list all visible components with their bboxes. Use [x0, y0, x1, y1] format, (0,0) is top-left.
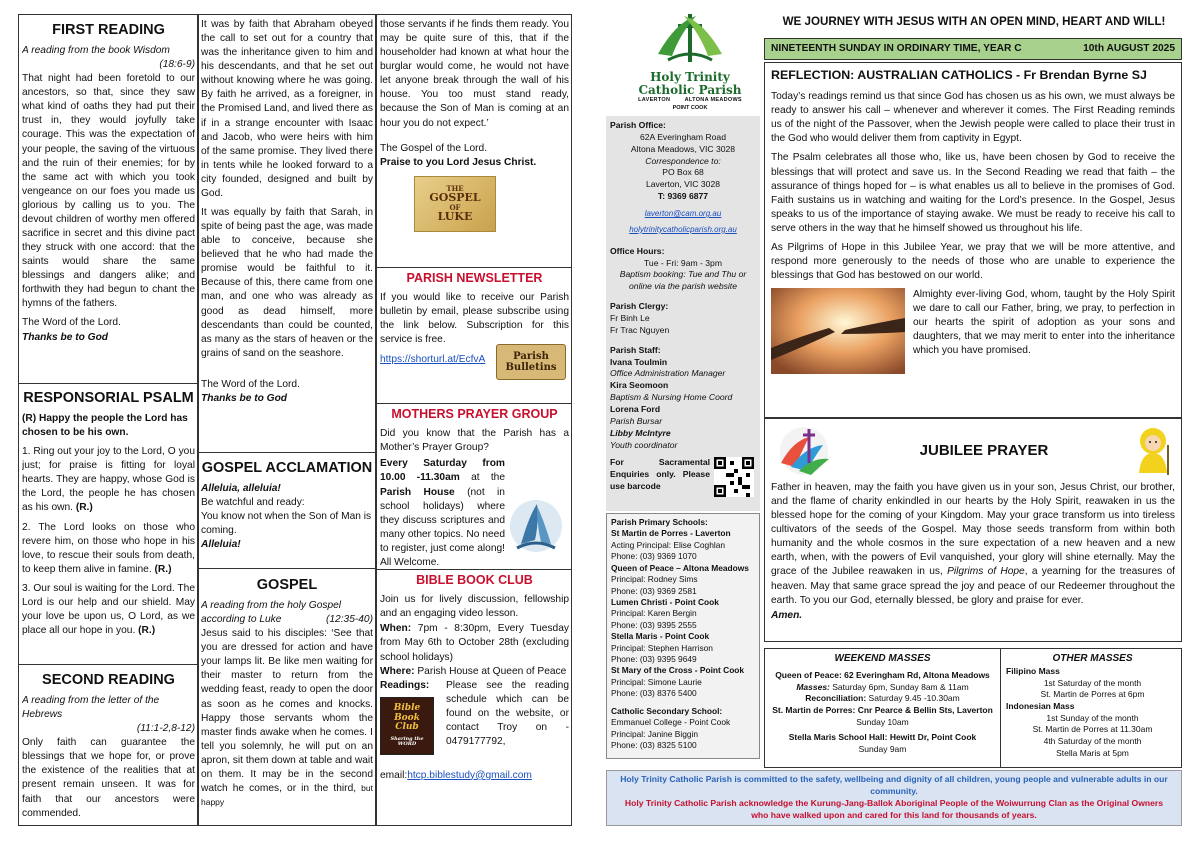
parish-logo: [630, 8, 750, 112]
first-reading-close: The Word of the Lord.: [22, 317, 121, 329]
office-email-link[interactable]: laverton@cam.org.au: [644, 209, 722, 219]
mothers-prayer-section: [380, 406, 569, 566]
acclamation-line-1: Be watchful and ready:: [201, 497, 305, 509]
gospel-text: [201, 627, 373, 810]
bible-club-readings: [380, 679, 569, 763]
filipino-label: Filipino Mass: [1006, 665, 1060, 676]
reconciliation-label: Reconciliation:: [805, 693, 867, 704]
psalm-r: (R.): [75, 502, 93, 514]
gospel-close: The Gospel of the Lord.: [380, 142, 488, 154]
school-principal: Principal: Simone Laurie: [611, 676, 702, 687]
qop-masses-label: Masses:: [796, 681, 830, 692]
bulletins-word-1: Parish: [513, 351, 549, 362]
divider: [376, 403, 572, 404]
staff-role: Parish Bursar: [610, 415, 663, 426]
bible-book-club-image: [380, 697, 434, 755]
staff-name: Kira Seomoon: [610, 380, 669, 391]
qr-code-icon[interactable]: [714, 457, 754, 497]
school-phone: Phone: (03) 8376 5400: [611, 688, 697, 699]
reflection-title: REFLECTION: AUSTRALIAN CATHOLICS - Fr Brendan Byrne SJ: [771, 68, 1147, 82]
psalm-title: RESPONSORIAL PSALM: [23, 390, 194, 406]
school-name: St Mary of the Cross - Point Cook: [611, 665, 745, 676]
school-principal: Principal: Stephen Harrison: [611, 642, 713, 653]
staff-label: Parish Staff:: [610, 344, 661, 355]
second-reading-response: Thanks be to God: [201, 392, 288, 404]
parish-motto: WE JOURNEY WITH JESUS WITH AN OPEN MIND, HEART AND WILL!: [782, 15, 1166, 28]
divider: [18, 664, 198, 665]
bible-email-link[interactable]: htcp.biblestudy@gmail.com: [407, 769, 532, 781]
psalm-verse-1-text: 1. Ring out your joy to the Lord, O you just; for praise is fitting for loyal hearts. They are happy, whose God is the Lord, the people he has chosen as his own.: [22, 446, 195, 514]
divider: [198, 568, 376, 569]
corr-address-2: Laverton, VIC 3028: [645, 179, 721, 190]
qop-address: Queen of Peace: 62 Everingham Rd, Altona Meadows: [775, 669, 990, 680]
first-reading-ref: (18:6-9): [159, 59, 195, 71]
newsletter-link[interactable]: https://shorturl.at/EcfvA: [380, 353, 486, 365]
divider: [18, 383, 198, 384]
school-principal: Principal: Rodney Sims: [611, 574, 698, 585]
website-link[interactable]: holytrinitycatholicparish.org.au: [629, 224, 737, 234]
trinity-logo-icon: [650, 8, 730, 66]
smdp-address: St. Martin de Porres: Cnr Pearce & Bellin Sts, Laverton: [772, 704, 993, 715]
pilgrim-mascot-icon: [1131, 423, 1175, 479]
hours-label: Office Hours:: [610, 245, 665, 256]
parish-bulletins-image: [496, 344, 566, 380]
corr-address-1: PO Box 68: [662, 167, 704, 178]
psalm-response: (R) Happy the people the Lord has chosen to be his own.: [22, 413, 188, 439]
stella-time: Sunday 9am: [858, 744, 907, 755]
newsletter-section: [380, 270, 569, 400]
gospel-continued: [380, 18, 569, 264]
school-principal: Acting Principal: Elise Coghlan: [611, 539, 726, 550]
mothers-at: at the: [471, 472, 505, 484]
office-address: [610, 132, 756, 236]
bible-club-email: [380, 769, 569, 783]
second-reading-text: Only faith can guarantee the blessings that we hope for, or prove the existence of the realities that at present remain unseen. It was for faith that our ancestors were commended.: [22, 737, 195, 819]
gospel-ref: (12:35-40): [325, 614, 373, 626]
jubilee-text: [771, 481, 1175, 608]
bible-badge-3: Sharing the WORD: [390, 735, 424, 747]
staff-name: Ivana Toulmin: [610, 356, 668, 367]
indonesian-line: St. Martin de Porres at 11.30am: [1032, 724, 1153, 735]
second-reading-ref: (11:1-2,8-12): [136, 723, 195, 735]
school-name: Stella Maris - Point Cook: [611, 631, 710, 642]
parish-info-sidebar: [606, 116, 760, 511]
reaching-hands-image: [771, 288, 905, 374]
secondary-phone: Phone: (03) 8325 5100: [611, 740, 697, 751]
school-name: St Martin de Porres - Laverton: [611, 528, 731, 539]
staff-name: Lorena Ford: [610, 404, 661, 415]
second-reading-source: A reading from the letter of the Hebrews: [22, 695, 160, 721]
psalm-verse-3: [22, 582, 195, 638]
psalm-verse-3-text: 3. Our soul is waiting for the Lord. The Lord is our help and our shield. May your love be upon us, O Lord, as we place all our hope in you.: [22, 582, 195, 637]
schools-box: [606, 513, 760, 759]
gospel-response: Praise to you Lord Jesus Christ.: [380, 156, 537, 168]
bible-badge-2: Club: [395, 722, 419, 733]
qop-reconciliation: [765, 693, 1000, 705]
office-address-1: 62A Everingham Road: [640, 131, 726, 142]
psalm-verse-2: [22, 521, 195, 577]
smdp-time: Sunday 10am: [856, 716, 909, 727]
gospel-section: [201, 573, 373, 823]
gospel-text-tail: but happy: [201, 783, 373, 808]
bible-where-label: Where:: [380, 665, 415, 677]
gospel-title: GOSPEL: [256, 577, 318, 593]
mothers-details: [380, 457, 505, 566]
gospel-of-luke-image: [414, 176, 496, 232]
secondary-principal: Principal: Janine Biggin: [611, 728, 699, 739]
staff-role: Office Administration Manager: [610, 368, 726, 379]
school-phone: Phone: (03) 9369 1070: [611, 551, 697, 562]
bible-club-title: BIBLE BOOK CLUB: [416, 573, 533, 587]
school-phone: Phone: (03) 9369 2581: [611, 585, 697, 596]
office-phone: T: 9369 6877: [657, 191, 709, 202]
parish-name-2: Catholic Parish: [638, 83, 742, 98]
office-hours: Tue - Fri: 9am - 3pm: [644, 257, 722, 268]
jubilee-text-body: Father in heaven, may the faith you have given us in your son, Jesus Christ, our brother, and the flame of charity enkindled in our hearts by the Holy Spirit, reawaken in us the blessed hope for the coming of your Kingdom. May your grace transform us into tireless cultivators of the seeds of the Gospel. May those seeds transform from within both humanity and the whole cosmos in the sure expectation of a new heaven and a new earth, when, with the powers of Evil vanquished, your glory will shine eternally. May the grace of the Jubilee reawaken in us,: [771, 482, 1175, 578]
school-phone: Phone: (03) 9395 2555: [611, 619, 697, 630]
second-reading-p2: It was equally by faith that Sarah, in spite of being past the age, was made able to conceive, because she believed that he who had made the promise would be faithful to it. Because of this, there came from one man, and one who was already as good as dead himself, more descendants than could be counted, as many as the stars of heaven or the grains of sand on the seashore.: [201, 207, 373, 359]
psalm-verse-2-text: 2. The Lord looks on those who revere him, on those who hope in his love, to rescue their souls from death, to keep them alive in famine.: [22, 521, 195, 575]
indonesian-label: Indonesian Mass: [1006, 700, 1075, 711]
indonesian-line: 4th Saturday of the month: [1043, 736, 1142, 747]
mothers-close: No need to register, just come along! All Welcome.: [380, 528, 505, 566]
gospel-source: [201, 599, 373, 627]
bible-badge-1: Bible Book: [393, 703, 421, 723]
staff-role: Youth coordinator: [610, 439, 678, 450]
reflection-p3: As Pilgrims of Hope in this Jubilee Year, we pray that we will be more attentive, and respond more generously to the needs of those who are unable to experience the blessings that God has bestowed on our world.: [771, 241, 1175, 282]
other-masses: [1003, 649, 1181, 767]
second-reading-continued: [201, 18, 373, 448]
clergy-1: Fr Binh Le: [610, 313, 650, 324]
acclamation-alleluia-end: Alleluia!: [201, 539, 241, 551]
bible-when-text: 7pm - 8:30pm, Every Tuesday from May 6th to October 28th (excluding school holidays): [380, 623, 569, 663]
qop-masses-text: Saturday 6pm, Sunday 8am & 11am: [832, 681, 969, 692]
clergy-2: Fr Trac Nguyen: [610, 324, 670, 335]
staff-name: Libby McIntyre: [610, 427, 671, 438]
office-address-2: Altona Meadows, VIC 3028: [630, 143, 736, 154]
jubilee-box: [764, 418, 1182, 642]
gospel-img-luke: LUKE: [437, 210, 473, 224]
psalm-verse-1: [22, 445, 195, 515]
bible-club-intro: Join us for lively discussion, fellowship and an engaging video lesson.: [380, 594, 569, 620]
acclamation-title: GOSPEL ACCLAMATION: [201, 460, 373, 476]
baptism-booking: Baptism booking: Tue and Thu or online via the parish website: [619, 269, 747, 292]
footer-statement: [606, 770, 1182, 826]
acclamation-line-2: You know not when the Son of Man is coming.: [201, 511, 372, 537]
second-reading-close: The Word of the Lord.: [201, 378, 300, 390]
first-reading-source: A reading from the book Wisdom: [22, 45, 170, 56]
reflection-p1: Today’s readings remind us that since God has chosen us as his own, we must always be ready to answer his call – whenever and wherever it comes. The First Reading reminds us of the night of the Passover, when the Jewish people were called to place their trust in the God who would deliver them from captivity in Egypt.: [771, 91, 1175, 145]
school-phone: Phone: (03) 9395 9649: [611, 654, 697, 665]
gospel-source-text: A reading from the holy Gospel according to Luke: [201, 600, 342, 626]
safety-statement: Holy Trinity Catholic Parish is committed to the safety, wellbeing and dignity of all children, young people and vulnerable adults in our community.: [620, 774, 1168, 796]
jubilee-header: [771, 423, 1175, 479]
bible-readings-label: Readings:: [380, 679, 430, 691]
reflection-box: [764, 62, 1182, 418]
parish-locations-2: POINT COOK: [672, 105, 708, 112]
qop-masses: [765, 682, 1000, 694]
schools-title: Parish Primary Schools:: [611, 517, 708, 527]
bible-club-when: [380, 622, 569, 664]
bulletins-word-2: Bulletins: [505, 362, 557, 373]
acclamation-section: [201, 456, 373, 564]
divider: [376, 569, 572, 570]
first-reading-text: That night had been foretold to our ancestors, so that, since they saw what kind of oaths they had put their trust in, they would joyfully take courage. This was the expectation of your people, the saving of the virtuous and the ruin of their enemies; for by the same act with which you took vengeance on our foes you made us glorious by calling us to you. The devout children of worthy men offered sacrifice in secret and this divine pact they struck with one accord: that the saints would share the same blessings and dangers alike; and forthwith they had begun to chant the hymns of the fathers.: [22, 73, 195, 310]
jubilee-logo-icon: [771, 423, 837, 479]
first-reading-response: Thanks be to God: [22, 331, 109, 343]
bible-where-text: Parish House at Queen of Peace: [417, 665, 567, 677]
praying-hands-icon: [509, 496, 563, 556]
bible-when-label: When:: [380, 623, 412, 635]
parish-locations-1: LAVERTON ALTONA MEADOWS: [638, 97, 742, 104]
second-reading-section: [22, 668, 195, 823]
staff-role: Baptism & Nursing Home Coord: [610, 392, 733, 403]
divider: [198, 452, 376, 453]
reconciliation-text: Saturday 9.45 -10.30am: [868, 693, 960, 704]
jubilee-title: JUBILEE PRAYER: [919, 441, 1049, 459]
corr-label: Correspondence to:: [645, 155, 721, 166]
gospel-cont-text: those servants if he finds them ready. You may be quite sure of this, that if the householder had known at what hour the burglar would come, he would not have let anyone break through the wall of his house. You too must stand ready, because the Son of Man is coming at an hour you do not expect.’: [380, 19, 569, 129]
psalm-section: [22, 386, 195, 662]
bible-readings-text: Please see the reading schedule which can be found on the website, or contact Troy on - 0479177792,: [446, 679, 569, 748]
secondary-name: Emmanuel College - Point Cook: [611, 717, 731, 728]
clergy-label: Parish Clergy:: [610, 301, 669, 312]
newsletter-title: PARISH NEWSLETTER: [406, 271, 543, 285]
gospel-img-gospel: GOSPEL: [429, 191, 481, 205]
mothers-where: Parish House: [380, 486, 455, 498]
jubilee-amen: Amen.: [771, 609, 803, 621]
jubilee-pilgrims: Pilgrims of Hope: [947, 566, 1025, 578]
weekend-title: WEEKEND MASSES: [834, 653, 931, 664]
mothers-title: MOTHERS PRAYER GROUP: [391, 407, 558, 421]
mothers-when: Every Saturday from 10.00 -11.30am: [380, 458, 505, 484]
first-reading-section: [22, 18, 195, 380]
sunday-date: 10th AUGUST 2025: [1083, 42, 1175, 54]
reflection-prayer: Almighty ever-living God, whom, taught by the Holy Spirit we dare to call our Father, bring, we pray, to perfection in our hearts the spirit of adoption as your sons and daughters, that we may merit to enter into the inheritance which you have promised.: [913, 289, 1175, 357]
school-name: Lumen Christi - Point Cook: [611, 596, 719, 607]
indonesian-line: 1st Sunday of the month: [1046, 712, 1139, 723]
parish-name-1: Holy Trinity: [650, 70, 730, 85]
second-reading-p1: It was by faith that Abraham obeyed the call to set out for a country that was the inheritance given to him and his descendants, and that he set out without knowing where he was going. By faith he arrived, as a foreigner, in the Promised Land, and lived there as if in a strange encounter with Isaac and Jacob, who were heirs with him of the same promise. They lived there in tents while he looked forward to a city founded, designed and built by God.: [201, 19, 373, 199]
indonesian-line: Stella Maris at 5pm: [1056, 747, 1129, 758]
stella-address: Stella Maris School Hall: Hewitt Dr, Point Cook: [788, 732, 977, 743]
bible-club-section: [380, 572, 569, 824]
second-reading-title: SECOND READING: [42, 672, 175, 688]
school-name: Queen of Peace – Altona Meadows: [611, 562, 749, 573]
jubilee-text-end: , a yearning for the treasures of heaven. May that same grace spread the joy and peace of our Redeemer throughout the earth. To you our God, eternally blessed, be glory and praise for ever.: [771, 566, 1175, 606]
sunday-title: NINETEENTH SUNDAY IN ORDINARY TIME, YEAR C: [771, 42, 1022, 54]
newsletter-text: If you would like to receive our Parish bulletin by email, please subscribe using the link below. Subscription for this service is free.: [380, 292, 569, 346]
mothers-rest: (not in school holidays) where they discuss scriptures and many other topics.: [380, 486, 505, 540]
weekend-masses: [765, 649, 1001, 767]
psalm-r: (R.): [154, 563, 172, 575]
reflection-prayer-row: [771, 288, 1175, 374]
secondary-title: Catholic Secondary School:: [611, 705, 723, 716]
masses-box: [764, 648, 1182, 768]
gospel-text-body: Jesus said to his disciples: ‘See that you are dressed for action and have your lamps lit. Be like men waiting for their master to return from the wedding feast, ready to open the door as soon as he comes and knocks. Happy those servants whom the master finds awake when he comes. I tell you solemnly, he will put on an apron, sit them down at table and wait on them. It may be in the second watch he comes, or in the third,: [201, 628, 373, 795]
acclamation-alleluia: Alleluia, alleluia!: [201, 483, 281, 494]
gospel-img-the: THE: [446, 183, 464, 193]
other-title: OTHER MASSES: [1052, 653, 1133, 664]
gospel-img-of: OF: [449, 202, 461, 212]
school-principal: Principal: Karen Bergin: [611, 608, 697, 619]
acknowledgement-statement: Holy Trinity Catholic Parish acknowledge the Kurung-Jang-Ballok Aboriginal People of the Woiwurrung Clan as the Original Owners who have walked upon and cared for this land for thousands of years.: [624, 797, 1164, 820]
psalm-r: (R.): [138, 625, 156, 637]
filipino-line: St. Martin de Porres at 6pm: [1040, 689, 1145, 700]
date-bar: [764, 38, 1182, 60]
filipino-line: 1st Saturday of the month: [1043, 677, 1142, 688]
first-reading-title: FIRST READING: [52, 22, 165, 38]
sacramental-row: [610, 457, 756, 497]
bible-club-where: [380, 665, 569, 679]
bible-email-label: email:: [380, 769, 408, 781]
mothers-intro: Did you know that the Parish has a Mother’s Prayer Group?: [380, 428, 569, 454]
reflection-p2: The Psalm celebrates all those who, like us, have been chosen by God to receive the blessings that will protect and save us. In the Second Reading we read that faith – the assurance of things hoped for – is what enables us all to believe in the promises of God. Faith sustains us in watching and waiting for the Lord’s presence. In the Gospel, Jesus speaks to us of the importance of staying awake. We must be ready to receive his call to serve others in the way that he himself showed us throughout his life.: [771, 152, 1175, 234]
office-label: Parish Office:: [610, 120, 666, 130]
sacramental-text: For Sacramental Enquiries only. Please use barcode: [610, 457, 710, 492]
divider: [376, 267, 572, 268]
